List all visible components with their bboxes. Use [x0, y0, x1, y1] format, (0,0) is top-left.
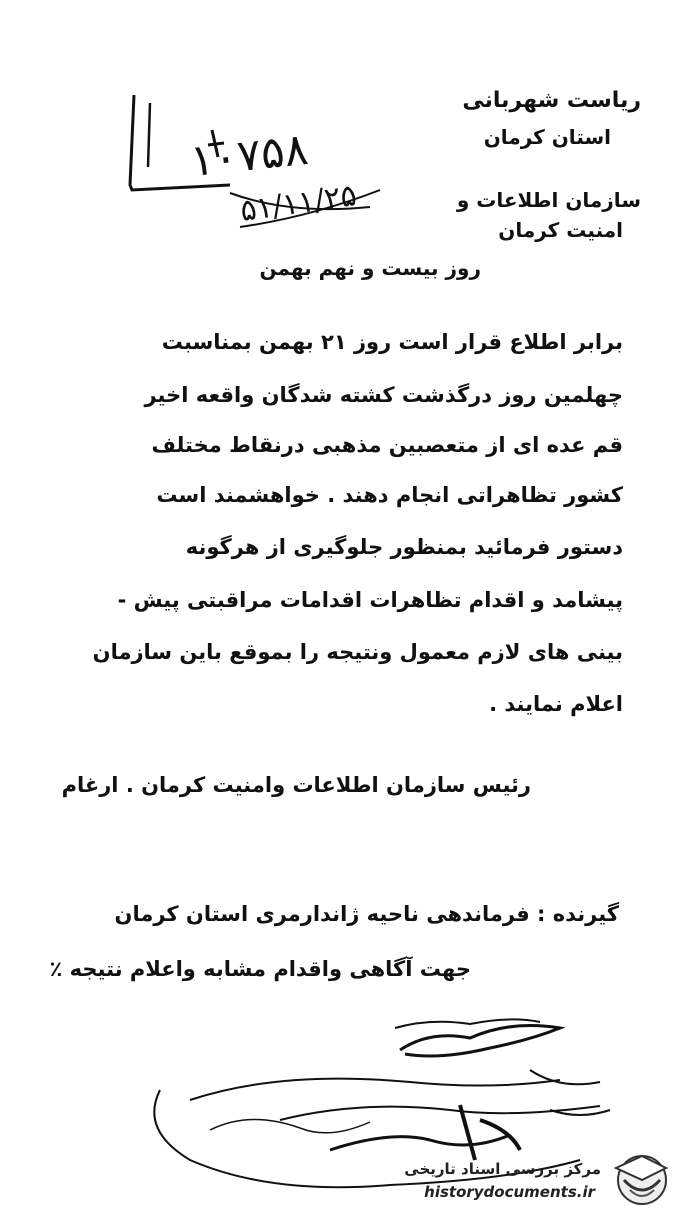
recipient-line-2: جهت آگاهی واقدام مشابه واعلام نتیجه ٪ [49, 957, 471, 981]
body-line-6: پیشامد و اقدام تظاهرات اقدامات مراقبتی پیش - [117, 588, 623, 612]
watermark-site: historydocuments.ir [424, 1183, 595, 1201]
body-line-2: چهلمین روز درگذشت کشته شدگان واقعه اخیر [144, 383, 623, 407]
body-line-8: اعلام نمایند . [489, 692, 623, 716]
body-line-3: قم عده ای از متعصبین مذهبی درنقاط مختلف [151, 433, 623, 457]
header-line-police: ریاست شهربانی [462, 88, 641, 113]
archive-logo-icon [608, 1150, 672, 1208]
body-line-1: برابر اطلاع قرار است روز ۲۱ بهمن بمناسبت [161, 330, 623, 354]
watermark-name: مرکز بررسی اسناد تاریخی [404, 1160, 601, 1178]
body-line-4: کشور تظاهراتی انجام دهند . خواهشمند است [156, 483, 623, 507]
header-line-province: استان کرمان [483, 125, 611, 149]
date-line: روز بیست و نهم بهمن [259, 256, 481, 280]
signatory-line: رئیس سازمان اطلاعات وامنیت کرمان . ارغام [61, 773, 531, 797]
stamp-date: ۵۱/۱۱/۲۵ [238, 178, 359, 229]
header-org-line1: سازمان اطلاعات و [456, 188, 641, 212]
body-line-7: بینی های لازم معمول ونتیجه را بموقع باین سازمان [92, 640, 623, 664]
body-line-5: دستور فرمائید بمنظور جلوگیری از هرگونه [185, 535, 623, 559]
recipient-line-1: گیرنده : فرماندهی ناحیه ژاندارمری استان کرمان [114, 902, 619, 926]
stamp-number: ۱۰۷۵۸ [187, 123, 311, 188]
header-org-line2: امنیت کرمان [498, 218, 623, 242]
